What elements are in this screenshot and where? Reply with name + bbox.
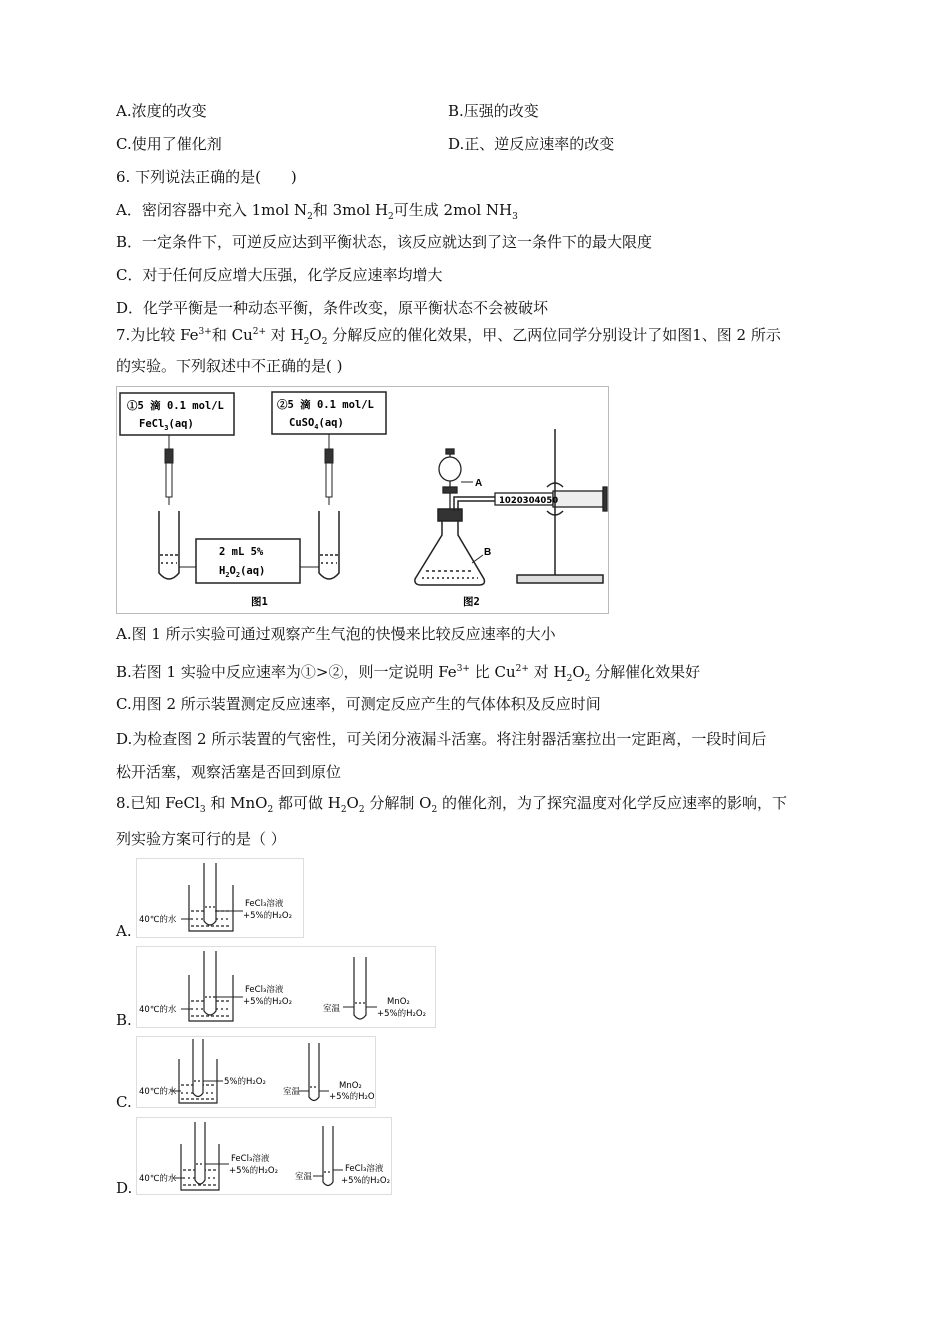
test-tube-1-icon [159, 511, 179, 579]
tube-reagent-line2: +5%的H₂O₂ [329, 1092, 375, 1102]
dropper-1-icon [165, 435, 173, 505]
dropper-2-icon [325, 434, 333, 505]
q7-option-d-line2: 松开活塞，观察活塞是否回到原位 [116, 763, 342, 781]
test-tube-icon [195, 1122, 205, 1184]
q7-option-b: B.若图 1 实验中反应速率为①>②，则一定说明 $Fe^{3+}$ 比 $Cu^{2+}$ 对 $H_2O_2$ 分解催化效果好 [116, 663, 701, 684]
test-tube-icon [204, 863, 216, 925]
reagent-line2: +5%的H₂O₂ [229, 1166, 279, 1176]
q8-option-d-figure [136, 1117, 392, 1195]
label-b: B [484, 547, 492, 558]
q7-figure [116, 386, 609, 614]
q7-stem-line1: 7.为比较 $Fe^{3+}$和 $Cu^{2+}$ 对 $H_2O_2$ 分解反应的催化效果，甲、乙两位同学分别设计了如图1、图 2 所示 [116, 326, 781, 347]
reagent-line1: 5%的H₂O₂ [224, 1077, 266, 1087]
conical-flask-icon [415, 509, 485, 585]
label-b-pointer [472, 555, 483, 563]
q5-option-d: D.正、逆反应速率的改变 [448, 135, 615, 153]
room-test-tube-icon [309, 1043, 319, 1101]
q8-stem-line1: 8.已知 FeCl$_3$ 和 MnO$_2$ 都可做 $H_2O_2$ 分解制 $O_2$ 的催化剂，为了探究温度对化学反应速率的影响，下 [116, 794, 787, 815]
reagent-line2: +5%的H₂O₂ [243, 997, 293, 1007]
fig1-caption: 图1 [251, 596, 268, 608]
q8-option-c-letter: C. [116, 1093, 132, 1111]
q6-option-c: C．对于任何反应增大压强，化学反应速率均增大 [116, 266, 443, 284]
water-label: 40℃的水 [139, 1005, 177, 1015]
reagent-line2: +5%的H₂O₂ [243, 911, 293, 921]
q7-stem-line2: 的实验。下列叙述中不正确的是( ) [116, 357, 343, 375]
q5-option-a: A.浓度的改变 [116, 102, 207, 120]
test-tube-icon [193, 1039, 203, 1097]
q8-option-c-figure [136, 1036, 376, 1108]
room-temp-label: 室温 [295, 1172, 313, 1182]
syringe-scale: 1020304050 [499, 496, 559, 506]
reagent-line1: FeCl₃溶液 [245, 985, 284, 995]
room-temp-label: 室温 [323, 1004, 341, 1014]
tube-reagent-line1: MnO₂ [339, 1081, 362, 1091]
water-label: 40℃的水 [139, 1174, 177, 1184]
water-label: 40℃的水 [139, 1087, 177, 1097]
fig1-box3-line1: 2 mL 5% [219, 546, 264, 558]
q7-figure-drawing [117, 387, 608, 613]
q8-option-a-letter: A. [116, 922, 132, 940]
q6-option-a: A．密闭容器中充入 1mol $N_2$和 3mol $H_2$可生成 2mol $NH_3$ [116, 201, 518, 222]
test-tube-2-icon [319, 511, 339, 579]
fig1-box1-line1: ①5 滴 0.1 mol/L [127, 400, 224, 412]
q5-option-c: C.使用了催化剂 [116, 135, 222, 153]
tube-reagent-line1: MnO₂ [387, 997, 410, 1007]
fig1-box1-line2: FeCl$_3$(aq) [139, 418, 194, 432]
reagent-line1: FeCl₃溶液 [231, 1154, 270, 1164]
q8-option-a-drawing [137, 859, 303, 937]
q8-option-a-figure [136, 858, 304, 938]
q6-option-b: B．一定条件下，可逆反应达到平衡状态，该反应就达到了这一条件下的最大限度 [116, 233, 653, 251]
fig2-caption: 图2 [463, 596, 480, 608]
q6-stem: 6. 下列说法正确的是( ) [116, 168, 297, 186]
q6-option-d: D．化学平衡是一种动态平衡，条件改变，原平衡状态不会被破坏 [116, 299, 549, 317]
water-label: 40℃的水 [139, 915, 177, 925]
tube-reagent-line2: +5%的H₂O₂ [341, 1176, 391, 1186]
q7-option-a: A.图 1 所示实验可通过观察产生气泡的快慢来比较反应速率的大小 [116, 625, 556, 643]
room-test-tube-icon [323, 1126, 333, 1186]
q8-option-b-drawing [137, 947, 435, 1027]
label-a: A [475, 478, 483, 489]
fig1-box3-line2: $H_2O_2(aq)$ [219, 565, 266, 579]
fig1-box2-line1: ②5 滴 0.1 mol/L [277, 399, 374, 411]
reagent-line1: FeCl₃溶液 [245, 899, 284, 909]
room-test-tube-icon [354, 957, 366, 1019]
q7-option-d-line1: D.为检查图 2 所示装置的气密性，可关闭分液漏斗活塞。将注射器活塞拉出一定距离，一段时间后 [116, 730, 767, 748]
q8-stem-line2: 列实验方案可行的是（ ） [116, 830, 286, 848]
q7-option-c: C.用图 2 所示装置测定反应速率，可测定反应产生的气体体积及反应时间 [116, 695, 601, 713]
q8-option-d-drawing [137, 1118, 391, 1194]
test-tube-icon [204, 951, 216, 1015]
fig1-box2-line2: CuSO$_4$(aq) [289, 417, 344, 431]
room-temp-label: 室温 [283, 1087, 301, 1097]
q8-option-c-drawing [137, 1037, 375, 1107]
tube-reagent-line2: +5%的H₂O₂ [377, 1009, 427, 1019]
tube-reagent-line1: FeCl₃溶液 [345, 1164, 384, 1174]
q8-option-d-letter: D. [116, 1179, 133, 1197]
q8-option-b-figure [136, 946, 436, 1028]
q8-option-b-letter: B. [116, 1011, 132, 1029]
q5-option-b: B.压强的改变 [448, 102, 539, 120]
